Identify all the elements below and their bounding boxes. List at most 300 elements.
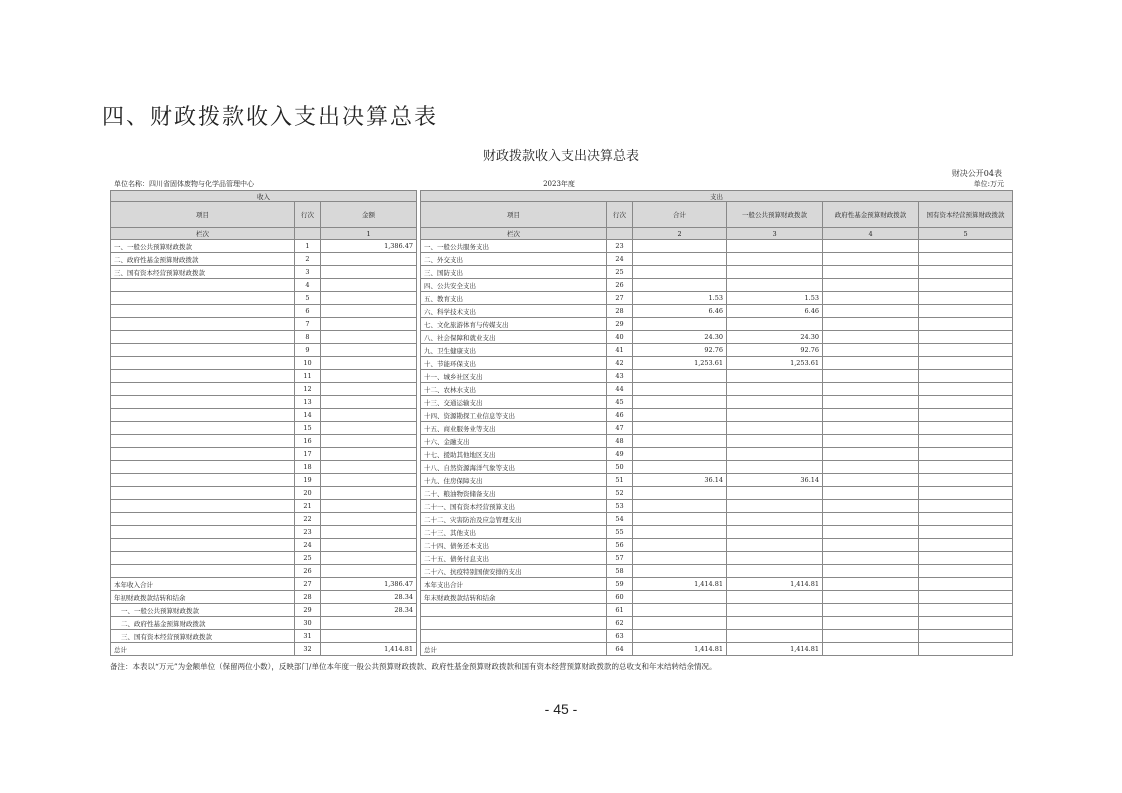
income-amount [321,253,417,266]
state-capital-amount [919,240,1013,253]
gov-fund-amount [823,448,919,461]
table-row [111,357,1013,370]
general-budget-amount [727,591,823,604]
income-row-no: 24 [295,539,321,552]
expense-total [633,539,727,552]
expense-total [633,435,727,448]
state-capital-amount [919,305,1013,318]
income-amount [321,370,417,383]
gov-fund-amount [823,461,919,474]
state-capital-amount [919,643,1013,656]
general-budget-amount [727,396,823,409]
expense-row-no: 44 [607,383,633,396]
expense-item: 十、节能环保支出 [421,357,607,370]
gov-fund-amount [823,539,919,552]
income-item [111,539,295,552]
expense-row-no: 45 [607,396,633,409]
table-row [111,617,1013,630]
gov-fund-amount [823,552,919,565]
expense-row-no: 46 [607,409,633,422]
gov-fund-header: 政府性基金预算财政拨款 [823,202,919,228]
expense-total-header: 合计 [633,202,727,228]
income-row-no: 13 [295,396,321,409]
expense-total [633,383,727,396]
expense-row-no: 25 [607,266,633,279]
expense-total [633,253,727,266]
expense-row-no: 23 [607,240,633,253]
gov-fund-amount [823,630,919,643]
state-capital-amount [919,474,1013,487]
currency-unit: 单位:万元 [973,180,1004,188]
income-amount [321,266,417,279]
income-amount-header: 金额 [321,202,417,228]
general-budget-amount: 1,414.81 [727,578,823,591]
income-amount [321,435,417,448]
table-row [111,253,1013,266]
income-amount [321,422,417,435]
state-capital-amount [919,396,1013,409]
expense-row-no: 43 [607,370,633,383]
expense-row-no: 62 [607,617,633,630]
income-item [111,292,295,305]
income-item: 三、国有资本经营预算财政拨款 [111,266,295,279]
expense-item [421,630,607,643]
income-item: 二、政府性基金预算财政拨款 [111,617,295,630]
gov-fund-amount [823,344,919,357]
income-row-no: 30 [295,617,321,630]
table-row [111,383,1013,396]
expense-total: 92.76 [633,344,727,357]
income-row-no: 19 [295,474,321,487]
gov-fund-amount [823,318,919,331]
expense-row-no: 56 [607,539,633,552]
expense-row-no: 64 [607,643,633,656]
expense-total: 36.14 [633,474,727,487]
expense-item: 十六、金融支出 [421,435,607,448]
income-item: 总计 [111,643,295,656]
expense-item: 六、科学技术支出 [421,305,607,318]
expense-row-no: 40 [607,331,633,344]
income-row-no: 12 [295,383,321,396]
income-amount: 28.34 [321,591,417,604]
expense-item [421,604,607,617]
income-row-no: 29 [295,604,321,617]
expense-item: 十二、农林水支出 [421,383,607,396]
income-row-no: 21 [295,500,321,513]
income-item [111,552,295,565]
table-row [111,344,1013,357]
expense-total [633,279,727,292]
income-item: 二、政府性基金预算财政拨款 [111,253,295,266]
expense-item: 十五、商业服务业等支出 [421,422,607,435]
expense-total [633,526,727,539]
income-item [111,370,295,383]
income-item [111,279,295,292]
table-row [111,305,1013,318]
income-amount [321,409,417,422]
table-row [111,396,1013,409]
expense-total [633,617,727,630]
income-header: 收入 [111,191,417,202]
income-item [111,344,295,357]
table-row [111,409,1013,422]
expense-item: 九、卫生健康支出 [421,344,607,357]
expense-row-no: 49 [607,448,633,461]
expense-item: 十一、城乡社区支出 [421,370,607,383]
gov-fund-amount [823,357,919,370]
expense-item: 八、社会保障和就业支出 [421,331,607,344]
expense-item: 二十、粮油物资储备支出 [421,487,607,500]
table-row [111,461,1013,474]
expense-item: 二十六、抗疫特别国债安排的支出 [421,565,607,578]
income-item [111,435,295,448]
income-amount [321,513,417,526]
expense-row-no: 51 [607,474,633,487]
expense-row-no: 47 [607,422,633,435]
income-item [111,357,295,370]
state-capital-amount [919,461,1013,474]
general-budget-amount [727,552,823,565]
state-capital-amount [919,292,1013,305]
table-row [111,240,1013,253]
expense-total [633,396,727,409]
table-row [111,539,1013,552]
income-row-no: 11 [295,370,321,383]
expense-total [633,422,727,435]
state-capital-amount [919,487,1013,500]
state-capital-amount [919,448,1013,461]
expense-item: 二十五、债务付息支出 [421,552,607,565]
expense-row-no-header: 行次 [607,202,633,228]
general-budget-amount: 1.53 [727,292,823,305]
expense-header: 支出 [421,191,1013,202]
table-row [111,630,1013,643]
expense-total [633,448,727,461]
general-budget-amount [727,318,823,331]
gov-fund-amount [823,305,919,318]
expense-row-no: 24 [607,253,633,266]
income-item [111,331,295,344]
expense-row-no: 27 [607,292,633,305]
state-capital-amount [919,591,1013,604]
expense-item: 四、公共安全支出 [421,279,607,292]
general-budget-amount [727,630,823,643]
state-capital-amount [919,344,1013,357]
income-row-no: 5 [295,292,321,305]
general-budget-amount [727,383,823,396]
expense-row-no: 41 [607,344,633,357]
gov-fund-amount [823,292,919,305]
table-row [111,487,1013,500]
table-row [111,422,1013,435]
income-amount [321,617,417,630]
gov-fund-amount [823,422,919,435]
state-capital-amount [919,409,1013,422]
gov-fund-amount [823,279,919,292]
income-item [111,305,295,318]
state-capital-amount [919,435,1013,448]
budget-table [110,190,1013,656]
table-row [111,318,1013,331]
general-budget-amount [727,448,823,461]
expense-item [421,617,607,630]
income-item [111,513,295,526]
gov-fund-amount [823,435,919,448]
table-row [111,604,1013,617]
state-capital-amount [919,617,1013,630]
expense-row-no: 48 [607,435,633,448]
state-capital-amount [919,422,1013,435]
expense-total [633,240,727,253]
general-budget-amount [727,253,823,266]
gov-fund-amount [823,526,919,539]
income-item [111,474,295,487]
gov-fund-amount [823,617,919,630]
income-item-header: 项目 [111,202,295,228]
expense-total [633,487,727,500]
expense-row-no: 50 [607,461,633,474]
state-capital-amount [919,565,1013,578]
expense-row-no: 61 [607,604,633,617]
expense-total [633,630,727,643]
income-amount [321,331,417,344]
income-item: 一、一般公共预算财政拨款 [111,604,295,617]
general-budget-amount [727,604,823,617]
general-budget-amount: 92.76 [727,344,823,357]
income-row-no: 25 [295,552,321,565]
state-capital-amount [919,279,1013,292]
income-row-no: 2 [295,253,321,266]
table-title: 财政拨款收入支出决算总表 [482,149,639,164]
expense-col-label: 栏次 [421,228,607,240]
expense-item: 七、文化旅游体育与传媒支出 [421,318,607,331]
income-item: 一、一般公共预算财政拨款 [111,240,295,253]
table-row [111,500,1013,513]
expense-row-no: 26 [607,279,633,292]
expense-item: 二十三、其他支出 [421,526,607,539]
income-amount: 1,414.81 [321,643,417,656]
general-budget-header: 一般公共预算财政拨款 [727,202,823,228]
expense-item: 十八、自然资源海洋气象等支出 [421,461,607,474]
general-budget-amount [727,487,823,500]
gov-fund-amount [823,331,919,344]
meta-row [110,179,1008,189]
income-amount [321,279,417,292]
expense-item: 年末财政拨款结转和结余 [421,591,607,604]
expense-total [633,370,727,383]
income-amount [321,565,417,578]
income-amount [321,357,417,370]
section-title: 四、财政拨款收入支出决算总表 [102,105,439,130]
table-row [111,591,1013,604]
expense-total [633,513,727,526]
state-capital-amount [919,513,1013,526]
expense-item: 十四、资源勘探工业信息等支出 [421,409,607,422]
income-amount [321,539,417,552]
income-row-no: 9 [295,344,321,357]
expense-item: 二、外交支出 [421,253,607,266]
table-row [111,513,1013,526]
state-capital-amount [919,266,1013,279]
col-index-2: 2 [633,228,727,240]
general-budget-amount [727,240,823,253]
expense-item: 二十四、债务还本支出 [421,539,607,552]
income-col-label: 栏次 [111,228,295,240]
general-budget-amount: 1,414.81 [727,643,823,656]
income-amount [321,292,417,305]
state-capital-amount [919,318,1013,331]
income-amount [321,487,417,500]
state-capital-amount [919,552,1013,565]
income-item [111,565,295,578]
general-budget-amount [727,526,823,539]
gov-fund-amount [823,396,919,409]
state-capital-amount [919,357,1013,370]
income-item [111,487,295,500]
state-capital-amount [919,383,1013,396]
income-row-no: 16 [295,435,321,448]
general-budget-amount: 24.30 [727,331,823,344]
general-budget-amount [727,266,823,279]
income-row-no: 7 [295,318,321,331]
income-row-no: 15 [295,422,321,435]
general-budget-amount [727,370,823,383]
general-budget-amount [727,409,823,422]
income-amount [321,500,417,513]
state-capital-amount [919,578,1013,591]
gov-fund-amount [823,383,919,396]
col-index-4: 4 [823,228,919,240]
income-amount: 28.34 [321,604,417,617]
state-capital-header: 国有资本经营预算财政拨款 [919,202,1013,228]
income-row-no: 23 [295,526,321,539]
table-row [111,266,1013,279]
income-row-no: 26 [295,565,321,578]
expense-item-header: 项目 [421,202,607,228]
expense-item: 五、教育支出 [421,292,607,305]
table-row [111,552,1013,565]
expense-row-no: 29 [607,318,633,331]
expense-total: 1,414.81 [633,578,727,591]
state-capital-amount [919,526,1013,539]
income-amount [321,448,417,461]
gov-fund-amount [823,578,919,591]
form-number: 财决公开04表 [951,169,1002,178]
gov-fund-amount [823,266,919,279]
expense-total [633,552,727,565]
income-row-no: 32 [295,643,321,656]
income-amount [321,318,417,331]
expense-total [633,500,727,513]
income-amount [321,461,417,474]
income-amount [321,474,417,487]
general-budget-amount [727,435,823,448]
unit-name: 单位名称：四川省固体废物与化学品管理中心 [114,180,254,188]
footnote: 备注：本表以“万元”为金额单位（保留两位小数），反映部门/单位本年度一般公共预算财政拨款、政府性基金预算财政拨款和国有资本经营预算财政拨款的总收支和年末结转结余情况。 [110,662,717,671]
state-capital-amount [919,539,1013,552]
income-item [111,396,295,409]
income-amount: 1,386.47 [321,578,417,591]
general-budget-amount [727,513,823,526]
expense-total: 1,414.81 [633,643,727,656]
expense-row-no: 58 [607,565,633,578]
income-amount [321,526,417,539]
state-capital-amount [919,500,1013,513]
general-budget-amount [727,539,823,552]
expense-total [633,318,727,331]
expense-item: 本年支出合计 [421,578,607,591]
income-row-no-header: 行次 [295,202,321,228]
income-item [111,409,295,422]
gov-fund-amount [823,604,919,617]
general-budget-amount [727,500,823,513]
gov-fund-amount [823,240,919,253]
expense-row-no: 28 [607,305,633,318]
income-amount [321,552,417,565]
income-amount [321,344,417,357]
income-item [111,526,295,539]
expense-item: 十三、交通运输支出 [421,396,607,409]
expense-total [633,565,727,578]
income-row-no: 17 [295,448,321,461]
year-label: 2023年度 [543,180,575,188]
table-row [111,370,1013,383]
table-row [111,526,1013,539]
expense-item: 总计 [421,643,607,656]
expense-row-no: 60 [607,591,633,604]
income-row-no: 14 [295,409,321,422]
general-budget-amount: 6.46 [727,305,823,318]
income-row-no: 4 [295,279,321,292]
expense-total [633,409,727,422]
income-item: 三、国有资本经营预算财政拨款 [111,630,295,643]
expense-row-no: 53 [607,500,633,513]
expense-item: 二十一、国有资本经营预算支出 [421,500,607,513]
col-index-3: 3 [727,228,823,240]
state-capital-amount [919,630,1013,643]
income-row-no: 3 [295,266,321,279]
income-amount [321,630,417,643]
table-row [111,448,1013,461]
expense-item: 十九、住房保障支出 [421,474,607,487]
income-item [111,500,295,513]
expense-total: 6.46 [633,305,727,318]
income-item: 年初财政拨款结转和结余 [111,591,295,604]
gov-fund-amount [823,591,919,604]
expense-total [633,591,727,604]
income-item [111,383,295,396]
expense-item: 十七、援助其他地区支出 [421,448,607,461]
income-amount [321,383,417,396]
general-budget-amount: 36.14 [727,474,823,487]
expense-total [633,461,727,474]
general-budget-amount: 1,253.61 [727,357,823,370]
expense-row-no: 52 [607,487,633,500]
expense-row-no: 55 [607,526,633,539]
income-row-no: 20 [295,487,321,500]
col-index-1: 1 [321,228,417,240]
state-capital-amount [919,370,1013,383]
expense-row-no: 63 [607,630,633,643]
expense-total [633,604,727,617]
income-item: 本年收入合计 [111,578,295,591]
income-row-no: 28 [295,591,321,604]
general-budget-amount [727,422,823,435]
income-item [111,318,295,331]
income-item [111,448,295,461]
income-amount: 1,386.47 [321,240,417,253]
gov-fund-amount [823,409,919,422]
